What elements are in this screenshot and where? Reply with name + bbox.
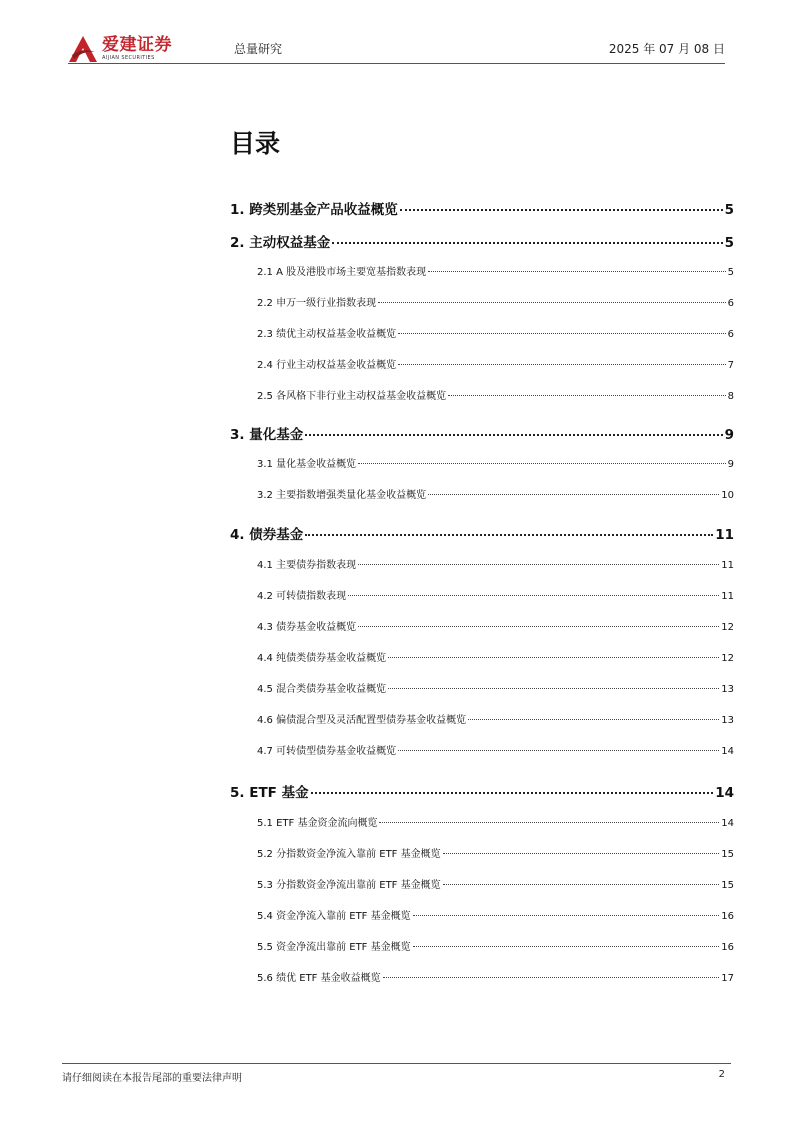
toc-entry-text: 2.5 各风格下非行业主动权益基金收益概览 (257, 391, 447, 402)
toc-entry-text: 4. 债券基金 (230, 527, 304, 543)
toc-entry-text: 4.4 纯债类债券基金收益概览 (257, 653, 387, 664)
toc-subsection-entry[interactable] (230, 294, 734, 309)
toc-page-number: 5 (724, 202, 734, 218)
toc-page-number: 7 (727, 360, 734, 371)
logo-chinese-name: 爱建证券 (102, 35, 172, 55)
toc-page-number: 12 (721, 622, 734, 633)
toc-page-number: 8 (727, 391, 734, 402)
toc-dot-leader (398, 364, 726, 365)
toc-dot-leader (378, 302, 726, 303)
toc-dot-leader (358, 564, 719, 565)
toc-title: 目录 (230, 129, 281, 158)
toc-page-number: 13 (721, 684, 734, 695)
toc-entry-text: 2.2 申万一级行业指数表现 (257, 298, 377, 309)
toc-section-entry[interactable] (230, 198, 734, 218)
toc-page-number: 11 (721, 560, 734, 571)
toc-page-number: 15 (721, 880, 734, 891)
toc-section-entry[interactable] (230, 231, 734, 251)
toc-entry-text: 3. 量化基金 (230, 427, 304, 443)
toc-subsection-entry[interactable] (230, 711, 734, 726)
toc-dot-leader (448, 395, 726, 396)
header-divider (68, 63, 725, 64)
toc-entry-text: 4.3 债券基金收益概览 (257, 622, 357, 633)
toc-section-entry[interactable] (230, 781, 734, 801)
toc-dot-leader (443, 853, 720, 854)
toc-dot-leader (413, 915, 720, 916)
toc-page-number: 16 (721, 942, 734, 953)
toc-page-number: 6 (727, 329, 734, 340)
toc-subsection-entry[interactable] (230, 814, 734, 829)
toc-entry-text: 5.5 资金净流出靠前 ETF 基金概览 (257, 942, 411, 953)
toc-page-number: 17 (721, 973, 734, 984)
toc-subsection-entry[interactable] (230, 587, 734, 602)
document-type: 总量研究 (234, 42, 283, 56)
toc-entry-text: 3.2 主要指数增强类量化基金收益概览 (257, 490, 427, 501)
toc-entry-text: 4.1 主要债券指数表现 (257, 560, 357, 571)
document-date: 2025 年 07 月 08 日 (608, 42, 725, 56)
toc-subsection-entry[interactable] (230, 356, 734, 371)
toc-entry-text: 5.2 分指数资金净流入靠前 ETF 基金概览 (257, 849, 441, 860)
toc-entry-text: 2.1 A 股及港股市场主要宽基指数表现 (257, 267, 427, 278)
toc-dot-leader (428, 494, 719, 495)
toc-subsection-entry[interactable] (230, 263, 734, 278)
toc-dot-leader (348, 595, 719, 596)
toc-subsection-entry[interactable] (230, 680, 734, 695)
toc-subsection-entry[interactable] (230, 938, 734, 953)
toc-page-number: 15 (721, 849, 734, 860)
toc-page-number: 13 (721, 715, 734, 726)
toc-page-number: 14 (721, 746, 734, 757)
logo-mark-icon (68, 35, 98, 63)
toc-entry-text: 1. 跨类别基金产品收益概览 (230, 202, 398, 218)
page-number: 2 (718, 1069, 725, 1080)
toc-page-number: 14 (721, 818, 734, 829)
toc-subsection-entry[interactable] (230, 969, 734, 984)
company-logo (68, 34, 172, 64)
toc-subsection-entry[interactable] (230, 876, 734, 891)
toc-dot-leader (388, 657, 719, 658)
toc-subsection-entry[interactable] (230, 618, 734, 633)
toc-dot-leader (383, 977, 720, 978)
toc-page-number: 11 (721, 591, 734, 602)
toc-dot-leader (428, 271, 726, 272)
toc-section-entry[interactable] (230, 423, 734, 443)
toc-page-number: 5 (727, 267, 734, 278)
toc-page-number: 9 (724, 427, 734, 443)
page-header (68, 34, 725, 64)
footer-disclaimer: 请仔细阅读在本报告尾部的重要法律声明 (62, 1073, 242, 1084)
toc-subsection-entry[interactable] (230, 325, 734, 340)
toc-entry-text: 4.6 偏债混合型及灵活配置型债券基金收益概览 (257, 715, 467, 726)
toc-subsection-entry[interactable] (230, 649, 734, 664)
toc-page-number: 5 (724, 235, 734, 251)
toc-subsection-entry[interactable] (230, 556, 734, 571)
toc-dot-leader (468, 719, 719, 720)
toc-subsection-entry[interactable] (230, 387, 734, 402)
toc-entry-text: 3.1 量化基金收益概览 (257, 459, 357, 470)
toc-entry-text: 5. ETF 基金 (230, 785, 309, 801)
toc-dot-leader (311, 792, 714, 794)
toc-entry-text: 2. 主动权益基金 (230, 235, 331, 251)
toc-page-number: 16 (721, 911, 734, 922)
toc-entry-text: 5.1 ETF 基金资金流向概览 (257, 818, 378, 829)
toc-entry-text: 4.2 可转债指数表现 (257, 591, 347, 602)
footer-divider (62, 1063, 731, 1064)
toc-entry-text: 4.5 混合类债券基金收益概览 (257, 684, 387, 695)
toc-page-number: 12 (721, 653, 734, 664)
toc-entry-text: 5.3 分指数资金净流出靠前 ETF 基金概览 (257, 880, 441, 891)
toc-dot-leader (305, 534, 713, 536)
toc-dot-leader (358, 463, 726, 464)
toc-dot-leader (388, 688, 719, 689)
toc-dot-leader (305, 434, 722, 436)
toc-entry-text: 4.7 可转债型债券基金收益概览 (257, 746, 397, 757)
toc-subsection-entry[interactable] (230, 907, 734, 922)
toc-page-number: 10 (721, 490, 734, 501)
toc-dot-leader (443, 884, 720, 885)
toc-dot-leader (398, 750, 719, 751)
toc-dot-leader (413, 946, 720, 947)
toc-subsection-entry[interactable] (230, 845, 734, 860)
toc-dot-leader (400, 209, 723, 211)
toc-dot-leader (398, 333, 726, 334)
toc-section-entry[interactable] (230, 523, 734, 543)
toc-entry-text: 5.6 绩优 ETF 基金收益概览 (257, 973, 381, 984)
toc-page-number: 6 (727, 298, 734, 309)
logo-english-name: AIJIAN SECURITIES (102, 55, 155, 61)
toc-page-number: 11 (715, 527, 734, 543)
toc-subsection-entry[interactable] (230, 455, 734, 470)
toc-page-number: 9 (727, 459, 734, 470)
toc-dot-leader (358, 626, 719, 627)
toc-dot-leader (379, 822, 719, 823)
toc-entry-text: 2.3 绩优主动权益基金收益概览 (257, 329, 397, 340)
toc-subsection-entry[interactable] (230, 742, 734, 757)
toc-subsection-entry[interactable] (230, 486, 734, 501)
toc-dot-leader (332, 242, 722, 244)
toc-page-number: 14 (715, 785, 734, 801)
toc-entry-text: 2.4 行业主动权益基金收益概览 (257, 360, 397, 371)
toc-entry-text: 5.4 资金净流入靠前 ETF 基金概览 (257, 911, 411, 922)
